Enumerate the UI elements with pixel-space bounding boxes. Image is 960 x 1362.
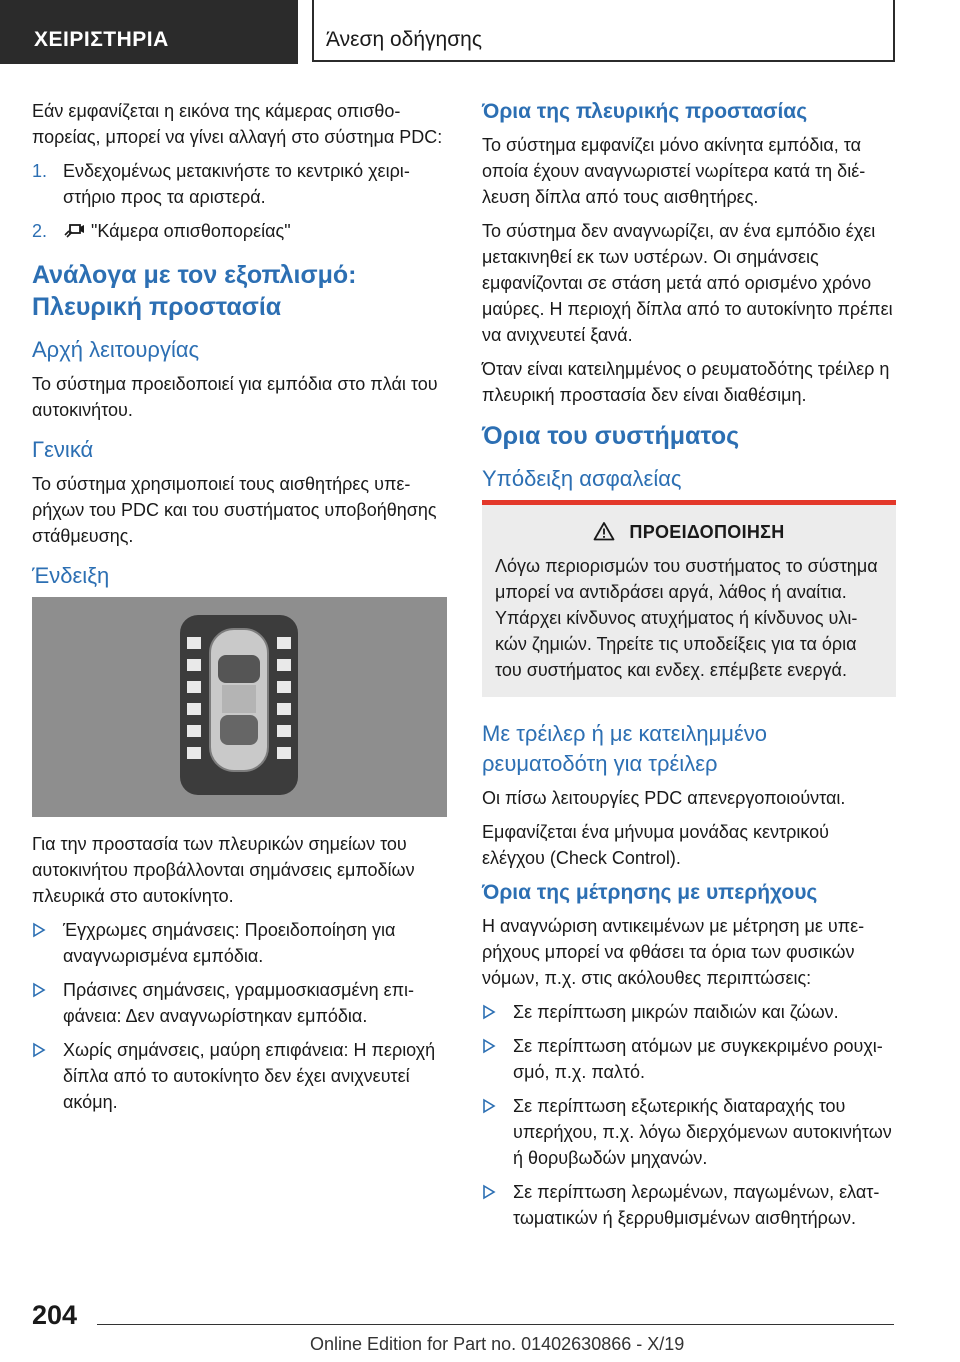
limits-paragraph: Το σύστημα εμφανίζει μόνο ακίνητα εμπόδια, τα οποία έχουν αναγνωριστεί νωρίτερα κατά τη διέλευση δίπλα από τους αισθητήρες. <box>482 135 866 207</box>
display-heading: Ένδειξη <box>32 563 110 588</box>
bullet-text: Σε περίπτωση μικρών παιδιών και ζώων. <box>513 1002 839 1022</box>
left-column <box>32 98 447 1123</box>
display-text: Για την προστασία των πλευρικών σημείων του αυτοκινήτου προβάλλονται σημάνσεις εμποδίων πλευρικά στο αυτοκίνητο. <box>32 834 415 906</box>
bullet-item <box>482 1033 896 1085</box>
side-protection-display-image <box>32 597 447 817</box>
display-bullet-list <box>32 917 447 1115</box>
rear-view-camera-icon <box>63 221 85 247</box>
warning-title-text: ΠΡΟΕΙΔΟΠΟΙΗΣΗ <box>629 522 785 542</box>
safety-heading: Υπόδειξη ασφαλείας <box>482 466 682 491</box>
bullet-text: Πράσινες σημάνσεις, γραμμοσκιασμένη επιφάνεια: Δεν αναγνωρίστηκαν εμπόδια. <box>63 980 415 1026</box>
step-number: 2. <box>32 221 48 241</box>
right-column <box>482 98 896 1239</box>
bullet-arrow-icon <box>482 1097 496 1115</box>
ultrasound-text: Η αναγνώριση αντικειμένων με μέτρηση με υπερήχους μπορεί να φθάσει τα όρια των φυσικών νόμων, π.χ. στις ακόλουθες περιπτώσεις: <box>482 916 865 988</box>
bullet-item <box>482 999 896 1025</box>
warning-triangle-icon <box>593 521 615 541</box>
bullet-item <box>32 917 447 969</box>
warning-title <box>495 521 883 543</box>
steps-list <box>32 158 447 247</box>
header-chapter-label: Άνεση οδήγησης <box>326 28 482 51</box>
ultrasound-bullet-list <box>482 999 896 1231</box>
principle-text: Το σύστημα προειδοποιεί για εμπόδια στο πλάι του αυτοκινήτου. <box>32 374 438 420</box>
bullet-arrow-icon <box>482 1037 496 1055</box>
general-heading: Γενικά <box>32 437 94 462</box>
ultrasound-heading: Όρια της μέτρησης με υπερήχους <box>482 881 818 904</box>
header-section-label: ΧΕΙΡΙΣΤΗΡΙΑ <box>34 28 169 51</box>
bullet-arrow-icon <box>482 1003 496 1021</box>
bullet-item <box>482 1093 896 1171</box>
section-title: Ανάλογα με τον εξοπλισμό: Πλευρική προστασία <box>32 261 357 321</box>
step-item <box>32 158 447 210</box>
step-text: Ενδεχομένως μετακινήστε το κεντρικό χειριστήριο προς τα αριστερά. <box>63 161 410 207</box>
bullet-item <box>32 1037 447 1115</box>
bullet-arrow-icon <box>32 921 46 939</box>
limits-paragraph: Το σύστημα δεν αναγνωρίζει, αν ένα εμπόδιο έχει μετακινηθεί εκ των υστέρων. Οι σημάνσεις εμφανίζονται σε στάση μετά από ορισμένο χρόνο μαύρες. Η περιοχή δίπλα από το αυτοκίνητο πρέπει να ανιχνευτεί ξανά. <box>482 221 893 345</box>
step-item <box>32 218 447 247</box>
bullet-arrow-icon <box>32 1041 46 1059</box>
bullet-item <box>482 1179 896 1231</box>
page-number: 204 <box>32 1300 78 1330</box>
header-chapter-tab <box>312 0 895 62</box>
principle-heading: Αρχή λειτουργίας <box>32 337 200 362</box>
limits-heading: Όρια της πλευρικής προστασίας <box>482 100 808 123</box>
header-section-tab <box>0 0 298 64</box>
bullet-text: Χωρίς σημάνσεις, μαύρη επιφάνεια: Η περιοχή δίπλα από το αυτοκίνητο δεν έχει ανιχνευτεί ακόμη. <box>63 1040 436 1112</box>
footer-divider <box>97 1324 894 1325</box>
step-text: "Κάμερα οπισθοπορείας" <box>91 221 291 241</box>
bullet-text: Σε περίπτωση ατόμων με συγκεκριμένο ρουχισμό, π.χ. παλτό. <box>513 1036 883 1082</box>
bullet-text: Σε περίπτωση εξωτερικής διαταραχής του υπερήχου, π.χ. λόγω διερχόμενων αυτοκινήτων ή θορυβωδών μηχανών. <box>513 1096 892 1168</box>
bullet-item <box>32 977 447 1029</box>
bullet-text: Έγχρωμες σημάνσεις: Προειδοποίηση για αναγνωρισμένα εμπόδια. <box>63 920 396 966</box>
step-number: 1. <box>32 161 48 181</box>
trailer-paragraph: Οι πίσω λειτουργίες PDC απενεργοποιούνται. <box>482 788 846 808</box>
limits-paragraph: Όταν είναι κατειλημμένος ο ρευματοδότης τρέιλερ η πλευρική προστασία δεν είναι διαθέσιμη. <box>482 359 890 405</box>
general-text: Το σύστημα χρησιμοποιεί τους αισθητήρες υπερήχων του PDC και του συστήματος υποβοήθησης στάθμευσης. <box>32 474 437 546</box>
trailer-paragraph: Εμφανίζεται ένα μήνυμα μονάδας κεντρικού ελέγχου (Check Control). <box>482 822 830 868</box>
system-limits-title: Όρια του συστήματος <box>482 422 740 450</box>
warning-box <box>482 500 896 697</box>
footer-edition: Online Edition for Part no. 01402630866 - X/19 <box>310 1334 685 1354</box>
bullet-arrow-icon <box>482 1183 496 1201</box>
warning-text: Λόγω περιορισμών του συστήματος το σύστημα μπορεί να αντιδράσει αργά, λάθος ή αναίτια. Υπάρχει κίνδυνος ατυχήματος ή κίνδυνος υλικών ζημιών. Τηρείτε τις υποδείξεις για τα όρια του συστήματος και ενδεχ. επέμβετε ενεργά. <box>495 556 878 680</box>
trailer-heading: Με τρέιλερ ή με κατειλημμένο ρευματοδότη για τρέιλερ <box>482 721 767 776</box>
bullet-arrow-icon <box>32 981 46 999</box>
intro-paragraph: Εάν εμφανίζεται η εικόνα της κάμερας οπισθοπορείας, μπορεί να γίνει αλλαγή στο σύστημα PDC: <box>32 101 443 147</box>
bullet-text: Σε περίπτωση λερωμένων, παγωμένων, ελαττωματικών ή ξερρυθμισμένων αισθητήρων. <box>513 1182 880 1228</box>
